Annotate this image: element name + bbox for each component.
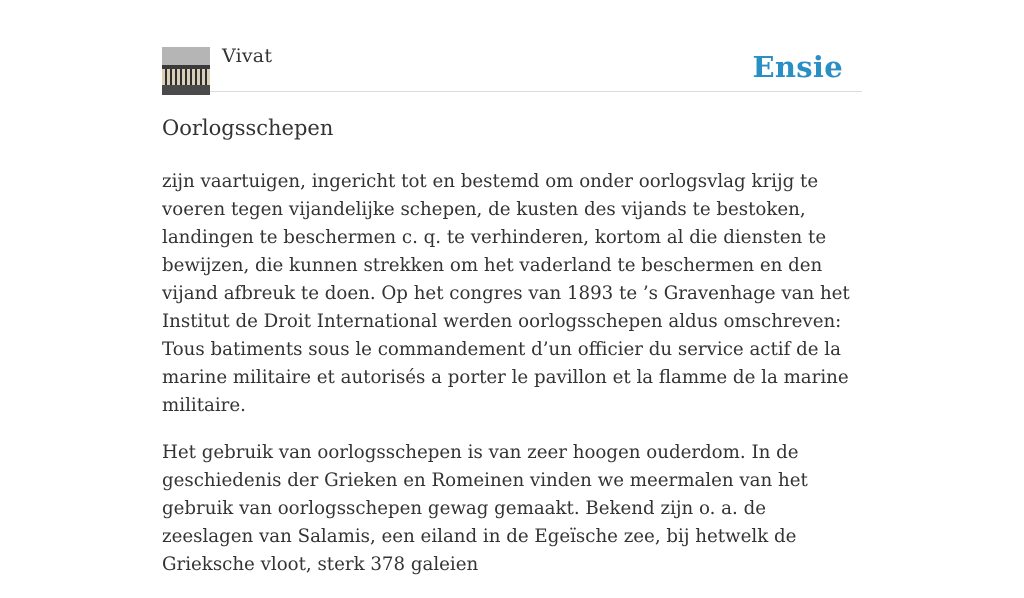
article-paragraph: Het gebruik van oorlogsschepen is van zeer hoogen ouderdom. In de geschiedenis der Grieken en Romeinen vinden we meermalen van het gebruik van oorlogsschepen gewag gemaakt. Bekend zijn o. a. de zeeslagen van Salamis, een eiland in de Egeïsche zee, bij hetwelk de Grieksche vloot, sterk 378 galeien — [162, 442, 808, 575]
site-header — [162, 0, 862, 92]
user-avatar[interactable] — [162, 47, 210, 95]
article-body — [162, 168, 862, 598]
username[interactable]: Vivat — [222, 45, 273, 67]
article-paragraph: zijn vaartuigen, ingericht tot en bestemd om onder oorlogsvlag krijg te voeren tegen vijandelijke schepen, de kusten des vijands te bestoken, landingen te beschermen c. q. te verhinderen, kortom al die diensten te bewijzen, die kunnen strekken om het vaderland te beschermen en den vijand afbreuk te doen. Op het congres van 1893 te ’s Gravenhage van het Institut de Droit International werden oorlogsschepen aldus omschreven: Tous batiments sous le commandement d’un officier du service actif de la marine militaire et autorisés a porter le pavillon et la flamme de la marine militaire. — [162, 171, 850, 416]
brand-logo[interactable]: Ensie — [752, 50, 843, 84]
content-container — [162, 0, 862, 575]
article-title: Oorlogsschepen — [162, 116, 334, 140]
avatar-image-icon — [162, 47, 210, 95]
